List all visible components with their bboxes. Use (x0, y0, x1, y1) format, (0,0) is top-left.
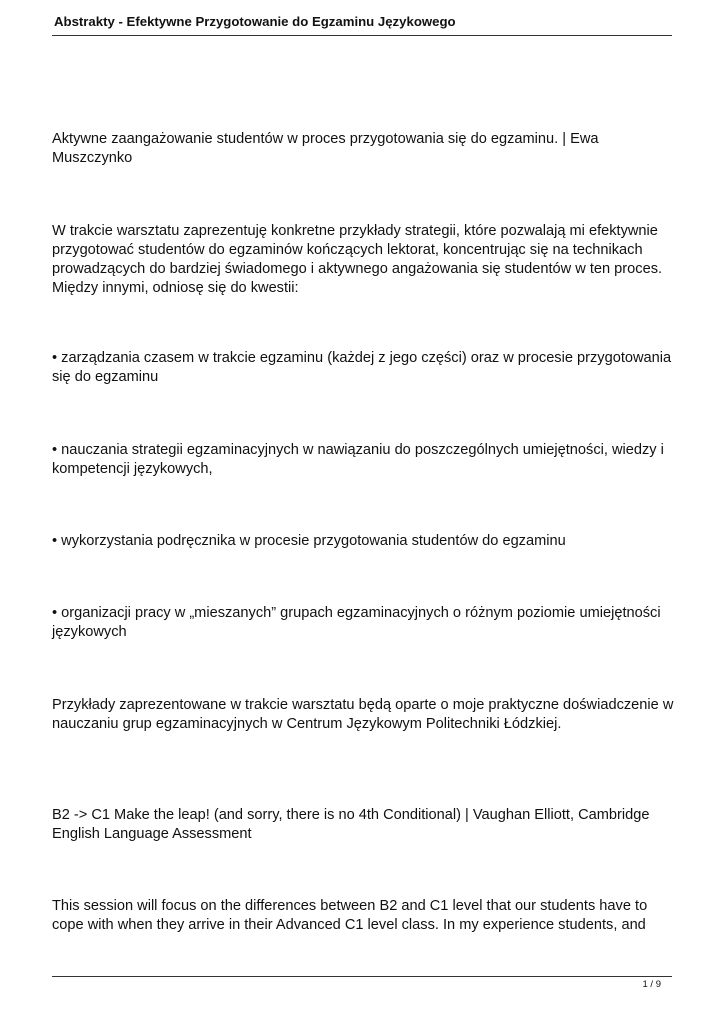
header-divider (52, 35, 672, 36)
bullet-exam-strategies: • nauczania strategii egzaminacyjnych w nawiązaniu do poszczególnych umiejętności, wiedzy i kompetencji językowych, (52, 442, 664, 477)
session-title-ewa-muszczynko: Aktywne zaangażowanie studentów w proces przygotowania się do egzaminu. | Ewa Muszczynko (52, 131, 599, 166)
document-header-title: Abstrakty - Efektywne Przygotowanie do Egzaminu Językowego (54, 14, 456, 29)
paragraph-b2-c1-description: This session will focus on the differences between B2 and C1 level that our students have to cope with when they arrive in their Advanced C1 level class. In my experience students, and (52, 898, 648, 933)
page-number: 1 / 9 (642, 979, 661, 990)
paragraph-workshop-description: W trakcie warsztatu zaprezentuję konkretne przykłady strategii, które pozwalają mi efektywnie przygotować studentów do egzaminów kończących lektorat, koncentrując się na technikach prowadzących do bardziej świadomego i aktywnego angażowania się studentów w ten proces. Między innymi, odniosę się do kwestii: (52, 223, 663, 296)
paragraph-examples-experience: Przykłady zaprezentowane w trakcie warsztatu będą oparte o moje praktyczne doświadczenie w nauczaniu grup egzaminacyjnych w Centrum Językowym Politechniki Łódzkiej. (52, 697, 674, 732)
bullet-coursebook-use: • wykorzystania podręcznika w procesie przygotowania studentów do egzaminu (52, 533, 566, 549)
bullet-mixed-groups: • organizacji pracy w „mieszanych” grupach egzaminacyjnych o różnym poziomie umiejętności językowych (52, 605, 661, 640)
bullet-time-management: • zarządzania czasem w trakcie egzaminu (każdej z jego części) oraz w procesie przygotowania się do egzaminu (52, 350, 672, 385)
footer-divider (52, 976, 672, 977)
session-title-vaughan-elliott: B2 -> C1 Make the leap! (and sorry, there is no 4th Conditional) | Vaughan Elliott, Cambridge English Language Assessment (52, 807, 650, 842)
